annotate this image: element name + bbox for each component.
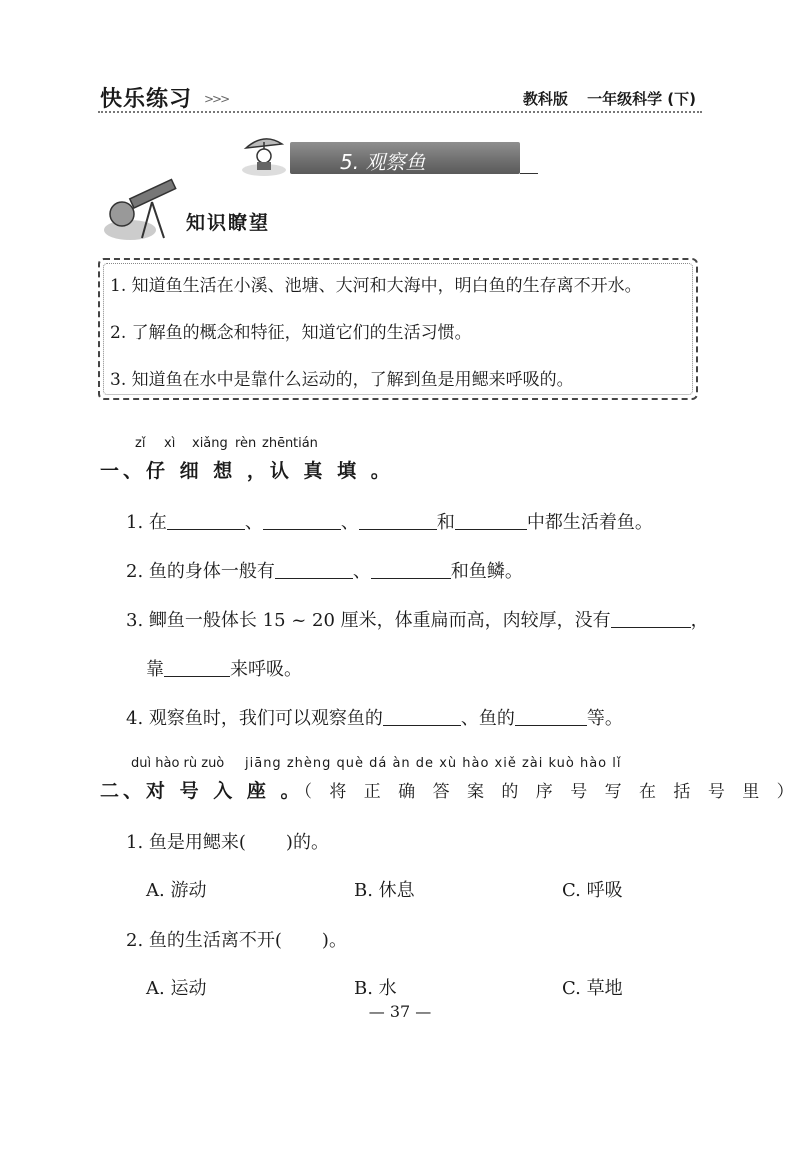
fill-question-1 — [126, 508, 653, 534]
fill-question-4 — [126, 704, 623, 730]
q2-text-b: 和鱼鳞。 — [450, 561, 523, 582]
book-info — [509, 88, 696, 109]
choice-question-2 — [126, 926, 347, 952]
option-a: A. 游动 — [146, 880, 207, 901]
q4-text-a: 4. 观察鱼时，我们可以观察鱼的 — [126, 708, 383, 729]
q3-text-a: 靠 — [146, 659, 164, 680]
q1-text-b: 和 — [436, 512, 455, 533]
choice-question-1 — [126, 828, 329, 854]
answer-blank[interactable] — [167, 511, 245, 530]
pinyin-zi: zǐ — [135, 436, 146, 451]
knowledge-title: 知识瞭望 — [186, 212, 271, 234]
option-b: B. 水 — [354, 978, 397, 999]
q1-text-a: 1. 在 — [126, 512, 167, 533]
kid-umbrella-icon — [236, 130, 292, 178]
fill-question-2 — [126, 557, 523, 583]
q4-text-c: 等。 — [586, 708, 623, 729]
q2-text-a: 2. 鱼的身体一般有 — [126, 561, 275, 582]
option-c: C. 呼吸 — [562, 880, 623, 901]
cq2-text-b: )。 — [321, 930, 347, 951]
answer-blank[interactable] — [515, 707, 587, 726]
q1-sep2: 、 — [340, 512, 359, 533]
cq1-text-b: )的。 — [285, 832, 329, 853]
answer-blank[interactable] — [263, 511, 341, 530]
telescope-icon — [100, 178, 182, 244]
option-a: A. 运动 — [146, 978, 207, 999]
edition-label: 教科版 — [522, 90, 568, 108]
option-b: B. 休息 — [354, 880, 415, 901]
fill-question-3 — [126, 606, 709, 632]
q3-comma: ， — [690, 610, 709, 631]
answer-blank[interactable] — [359, 511, 437, 530]
goal-item: 3. 知道鱼在水中是靠什么运动的，了解到鱼是用鳃来呼吸的。 — [110, 370, 574, 390]
section1-title: 一、仔 细 想 ，认 真 填 。 — [100, 460, 394, 482]
lesson-title: 5. 观察鱼 — [340, 150, 426, 174]
q3-line1: 3. 鲫鱼一般体长 15 ~ 20 厘米，体重扁而高，肉较厚，没有 — [126, 610, 611, 631]
section2-pinyin-b: jiāng zhèng què dá àn de xù hào xiě zài kuò hào lǐ — [245, 756, 622, 771]
section2-heading — [100, 776, 800, 803]
cq1-text-a: 1. 鱼是用鳃来( — [126, 832, 246, 853]
pinyin-xi: xì — [164, 436, 176, 451]
page-number: — 37 — — [368, 1002, 432, 1021]
series-title: 快乐练习 — [100, 87, 193, 112]
q1-text-c: 中都生活着鱼。 — [526, 512, 653, 533]
pinyin-xiang: xiǎng — [192, 436, 228, 451]
section2-title: 二、对 号 入 座 。 — [100, 780, 304, 802]
answer-blank[interactable] — [371, 560, 451, 579]
pinyin-ren: rèn — [235, 436, 257, 451]
q1-sep1: 、 — [244, 512, 263, 533]
banner-tail-line — [520, 173, 538, 174]
q2-sep: 、 — [352, 561, 371, 582]
pinyin-zhen: zhēn — [262, 436, 294, 451]
pinyin-tian: tián — [293, 436, 318, 451]
answer-blank[interactable] — [164, 658, 230, 677]
q4-text-b: 、鱼的 — [460, 708, 515, 729]
header-divider — [98, 111, 702, 113]
goal-item: 2. 了解鱼的概念和特征，知道它们的生活习惯。 — [110, 323, 472, 343]
answer-blank[interactable] — [611, 609, 691, 628]
answer-blank[interactable] — [383, 707, 461, 726]
section2-instruction: （ 将 正 确 答 案 的 序 号 写 在 括 号 里 ） — [303, 782, 800, 802]
answer-blank[interactable] — [455, 511, 527, 530]
goal-item: 1. 知道鱼生活在小溪、池塘、大河和大海中，明白鱼的生存离不开水。 — [110, 276, 642, 296]
answer-blank[interactable] — [275, 560, 353, 579]
q3-text-b: 来呼吸。 — [230, 659, 302, 680]
chevron-icon: >>> — [204, 92, 229, 106]
subject-label: 一年级科学 (下) — [587, 90, 696, 108]
lesson-title-banner — [290, 142, 520, 174]
option-c: C. 草地 — [562, 978, 623, 999]
fill-question-3-cont — [146, 655, 302, 681]
cq2-text-a: 2. 鱼的生活离不开( — [126, 930, 282, 951]
section2-pinyin-a: duì hào rù zuò — [131, 756, 225, 771]
